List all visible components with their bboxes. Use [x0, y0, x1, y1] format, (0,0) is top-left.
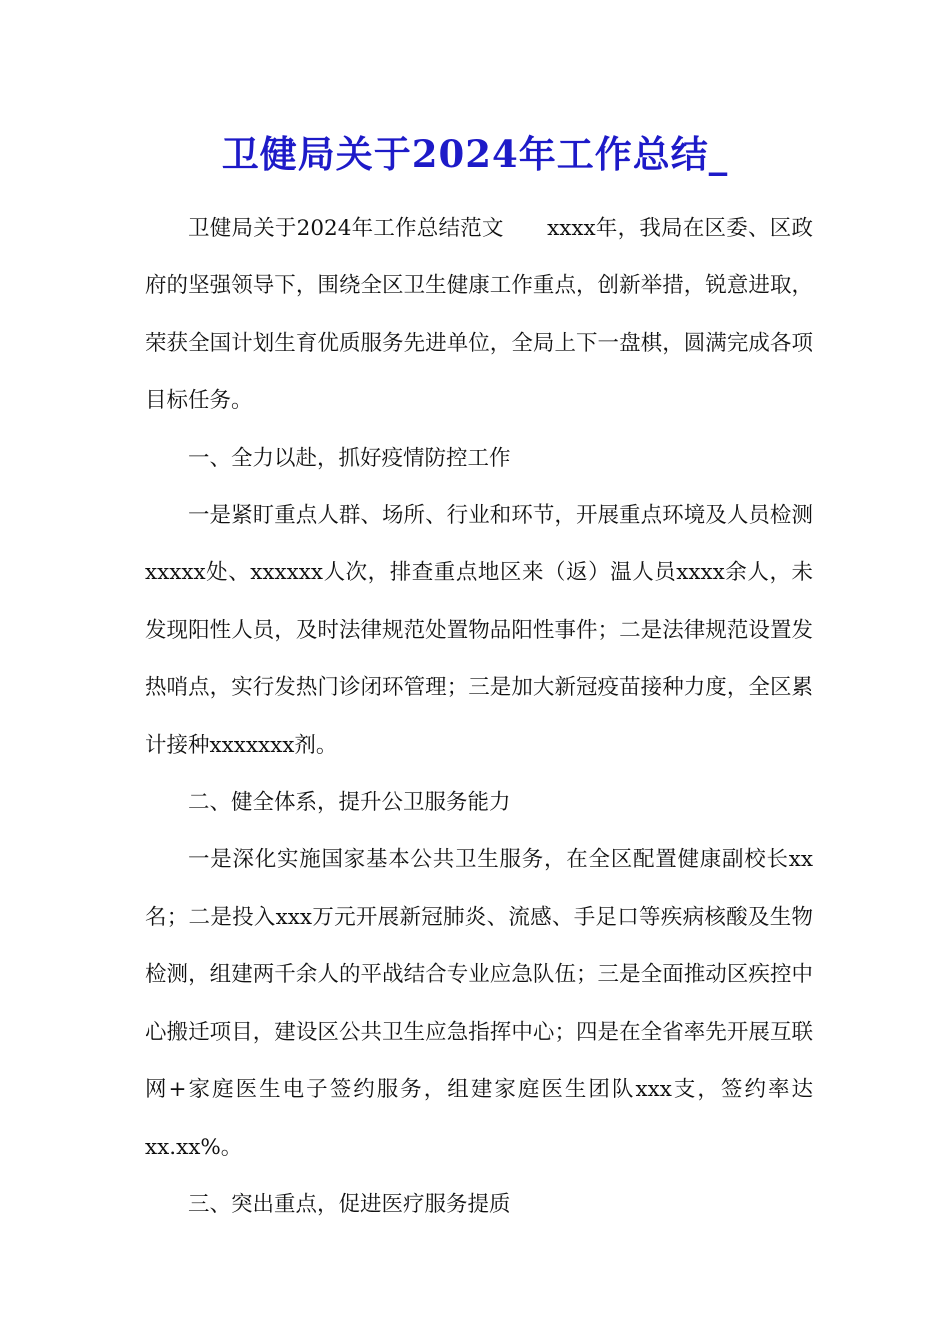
section-1-paragraph: 一是紧盯重点人群、场所、行业和环节，开展重点环境及人员检测xxxxx处、xxxxxx人次，排查重点地区来（返）温人员xxxx余人，未发现阳性人员，及时法律规范处置物品阳性事件；二是法律规范设置发热哨点，实行发热门诊闭环管理；三是加大新冠疫苗接种力度，全区累计接种xxxxxxx剂。: [145, 503, 813, 758]
document-title: 卫健局关于2024年工作总结_: [221, 132, 729, 176]
document-body: [145, 200, 813, 1233]
intro-paragraph: 卫健局关于2024年工作总结范文 xxxx年，我局在区委、区政府的坚强领导下，围绕全区卫生健康工作重点，创新举措，锐意进取，荣获全国计划生育优质服务先进单位，全局上下一盘棋，圆满完成各项目标任务。: [145, 216, 813, 414]
section-2-paragraph: 一是深化实施国家基本公共卫生服务，在全区配置健康副校长xx名；二是投入xxx万元开展新冠肺炎、流感、手足口等疾病核酸及生物检测，组建两千余人的平战结合专业应急队伍；三是全面推动区疾控中心搬迁项目，建设区公共卫生应急指挥中心；四是在全省率先开展互联网+家庭医生电子签约服务，组建家庭医生团队xxx支，签约率达xx.xx%。: [145, 847, 813, 1160]
section-heading-3: 三、突出重点，促进医疗服务提质: [188, 1191, 511, 1217]
section-heading-2: 二、健全体系，提升公卫服务能力: [188, 790, 511, 816]
section-heading-1: 一、全力以赴，抓好疫情防控工作: [188, 445, 511, 471]
